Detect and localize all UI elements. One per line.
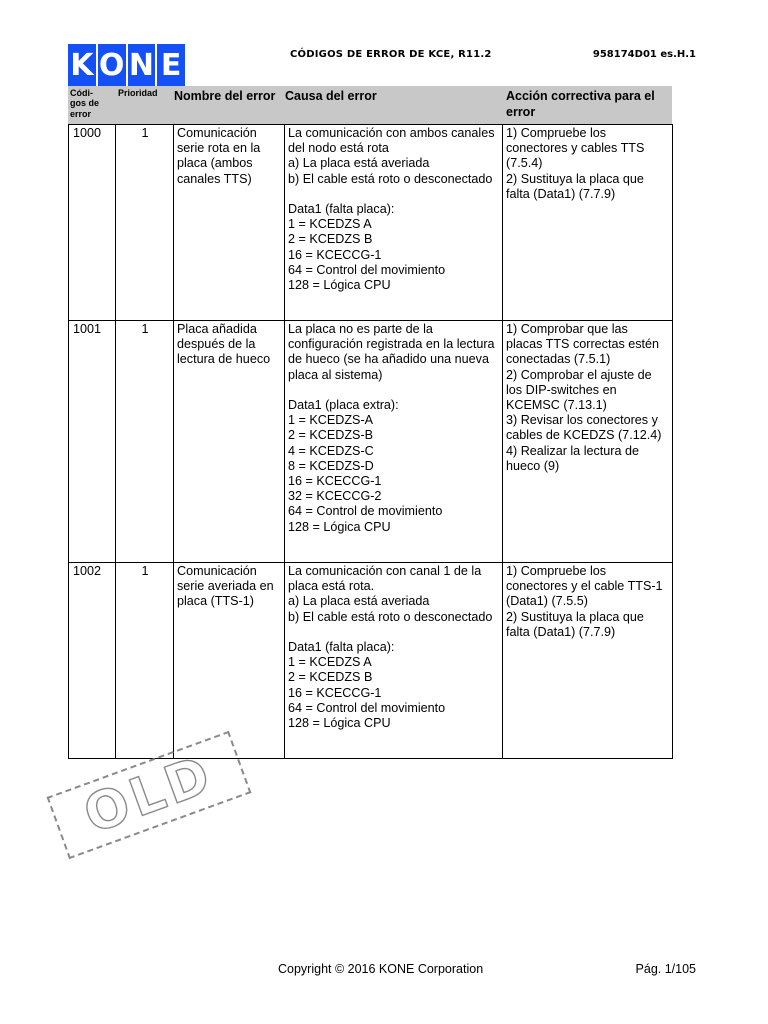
error-codes-table bbox=[68, 124, 673, 759]
error-name: Placa añadida después de la lectura de hueco bbox=[174, 321, 285, 563]
error-name: Comunicación serie averiada en placa (TTS-1) bbox=[174, 563, 285, 759]
error-code: 1002 bbox=[69, 563, 116, 759]
corrective-action: 1) Comprobar que las placas TTS correctas estén conectadas (7.5.1) 2) Comprobar el ajuste de los DIP-switches en KCEMSC (7.13.1) 3) Revisar los conectores y cables de KCEDZS (7.12.4) 4) Realizar la lectura de hueco (9) bbox=[503, 321, 673, 563]
document-number: 958174D01 es.H.1 bbox=[592, 49, 696, 60]
table-header bbox=[68, 86, 672, 124]
column-header-name: Nombre del error bbox=[174, 89, 276, 103]
error-cause: La comunicación con ambos canales del nodo está rota a) La placa está averiada b) El cable está roto o desconectado Data1 (falta placa): 1 = KCEDZS A 2 = KCEDZS B 16 = KCECCG-1 64 = Control del movimiento 128 = Lógica CPU bbox=[285, 125, 503, 321]
corrective-action: 1) Compruebe los conectores y cables TTS (7.5.4) 2) Sustituya la placa que falta (Data1) (7.7.9) bbox=[503, 125, 673, 321]
column-header-priority: Prioridad bbox=[118, 88, 158, 98]
logo-letter-k: K bbox=[68, 44, 96, 87]
copyright-notice: Copyright © 2016 KONE Corporation bbox=[278, 962, 484, 976]
document-title: CÓDIGOS DE ERROR DE KCE, R11.2 bbox=[290, 49, 492, 60]
table-row bbox=[69, 321, 673, 563]
logo-letter-e: E bbox=[157, 44, 185, 87]
error-code: 1000 bbox=[69, 125, 116, 321]
error-code: 1001 bbox=[69, 321, 116, 563]
column-header-action: Acción correctiva para el error bbox=[506, 89, 655, 120]
table-row bbox=[69, 563, 673, 759]
error-priority: 1 bbox=[116, 563, 174, 759]
corrective-action: 1) Compruebe los conectores y el cable TTS-1 (Data1) (7.5.5) 2) Sustituya la placa que falta (Data1) (7.7.9) bbox=[503, 563, 673, 759]
error-cause: La placa no es parte de la configuración registrada en la lectura de hueco (se ha añadido una nueva placa al sistema) Data1 (placa extra): 1 = KCEDZS-A 2 = KCEDZS-B 4 = KCEDZS-C 8 = KCEDZS-D 16 = KCECCG-1 32 = KCECCG-2 64 = Control de movimiento 128 = Lógica CPU bbox=[285, 321, 503, 563]
page-number: Pág. 1/105 bbox=[635, 962, 696, 976]
error-name: Comunicación serie rota en la placa (ambos canales TTS) bbox=[174, 125, 285, 321]
logo-letter-n: N bbox=[128, 44, 156, 87]
column-header-code: Códi- gos de error bbox=[70, 88, 100, 119]
old-stamp-text: OLD bbox=[76, 744, 222, 846]
logo-letter-o: O bbox=[98, 44, 126, 87]
error-priority: 1 bbox=[116, 321, 174, 563]
column-header-cause: Causa del error bbox=[285, 89, 377, 103]
kone-logo bbox=[68, 44, 185, 87]
table-row bbox=[69, 125, 673, 321]
error-priority: 1 bbox=[116, 125, 174, 321]
error-cause: La comunicación con canal 1 de la placa está rota. a) La placa está averiada b) El cable está roto o desconectado Data1 (falta placa): 1 = KCEDZS A 2 = KCEDZS B 16 = KCECCG-1 64 = Control del movimiento 128 = Lógica CPU bbox=[285, 563, 503, 759]
